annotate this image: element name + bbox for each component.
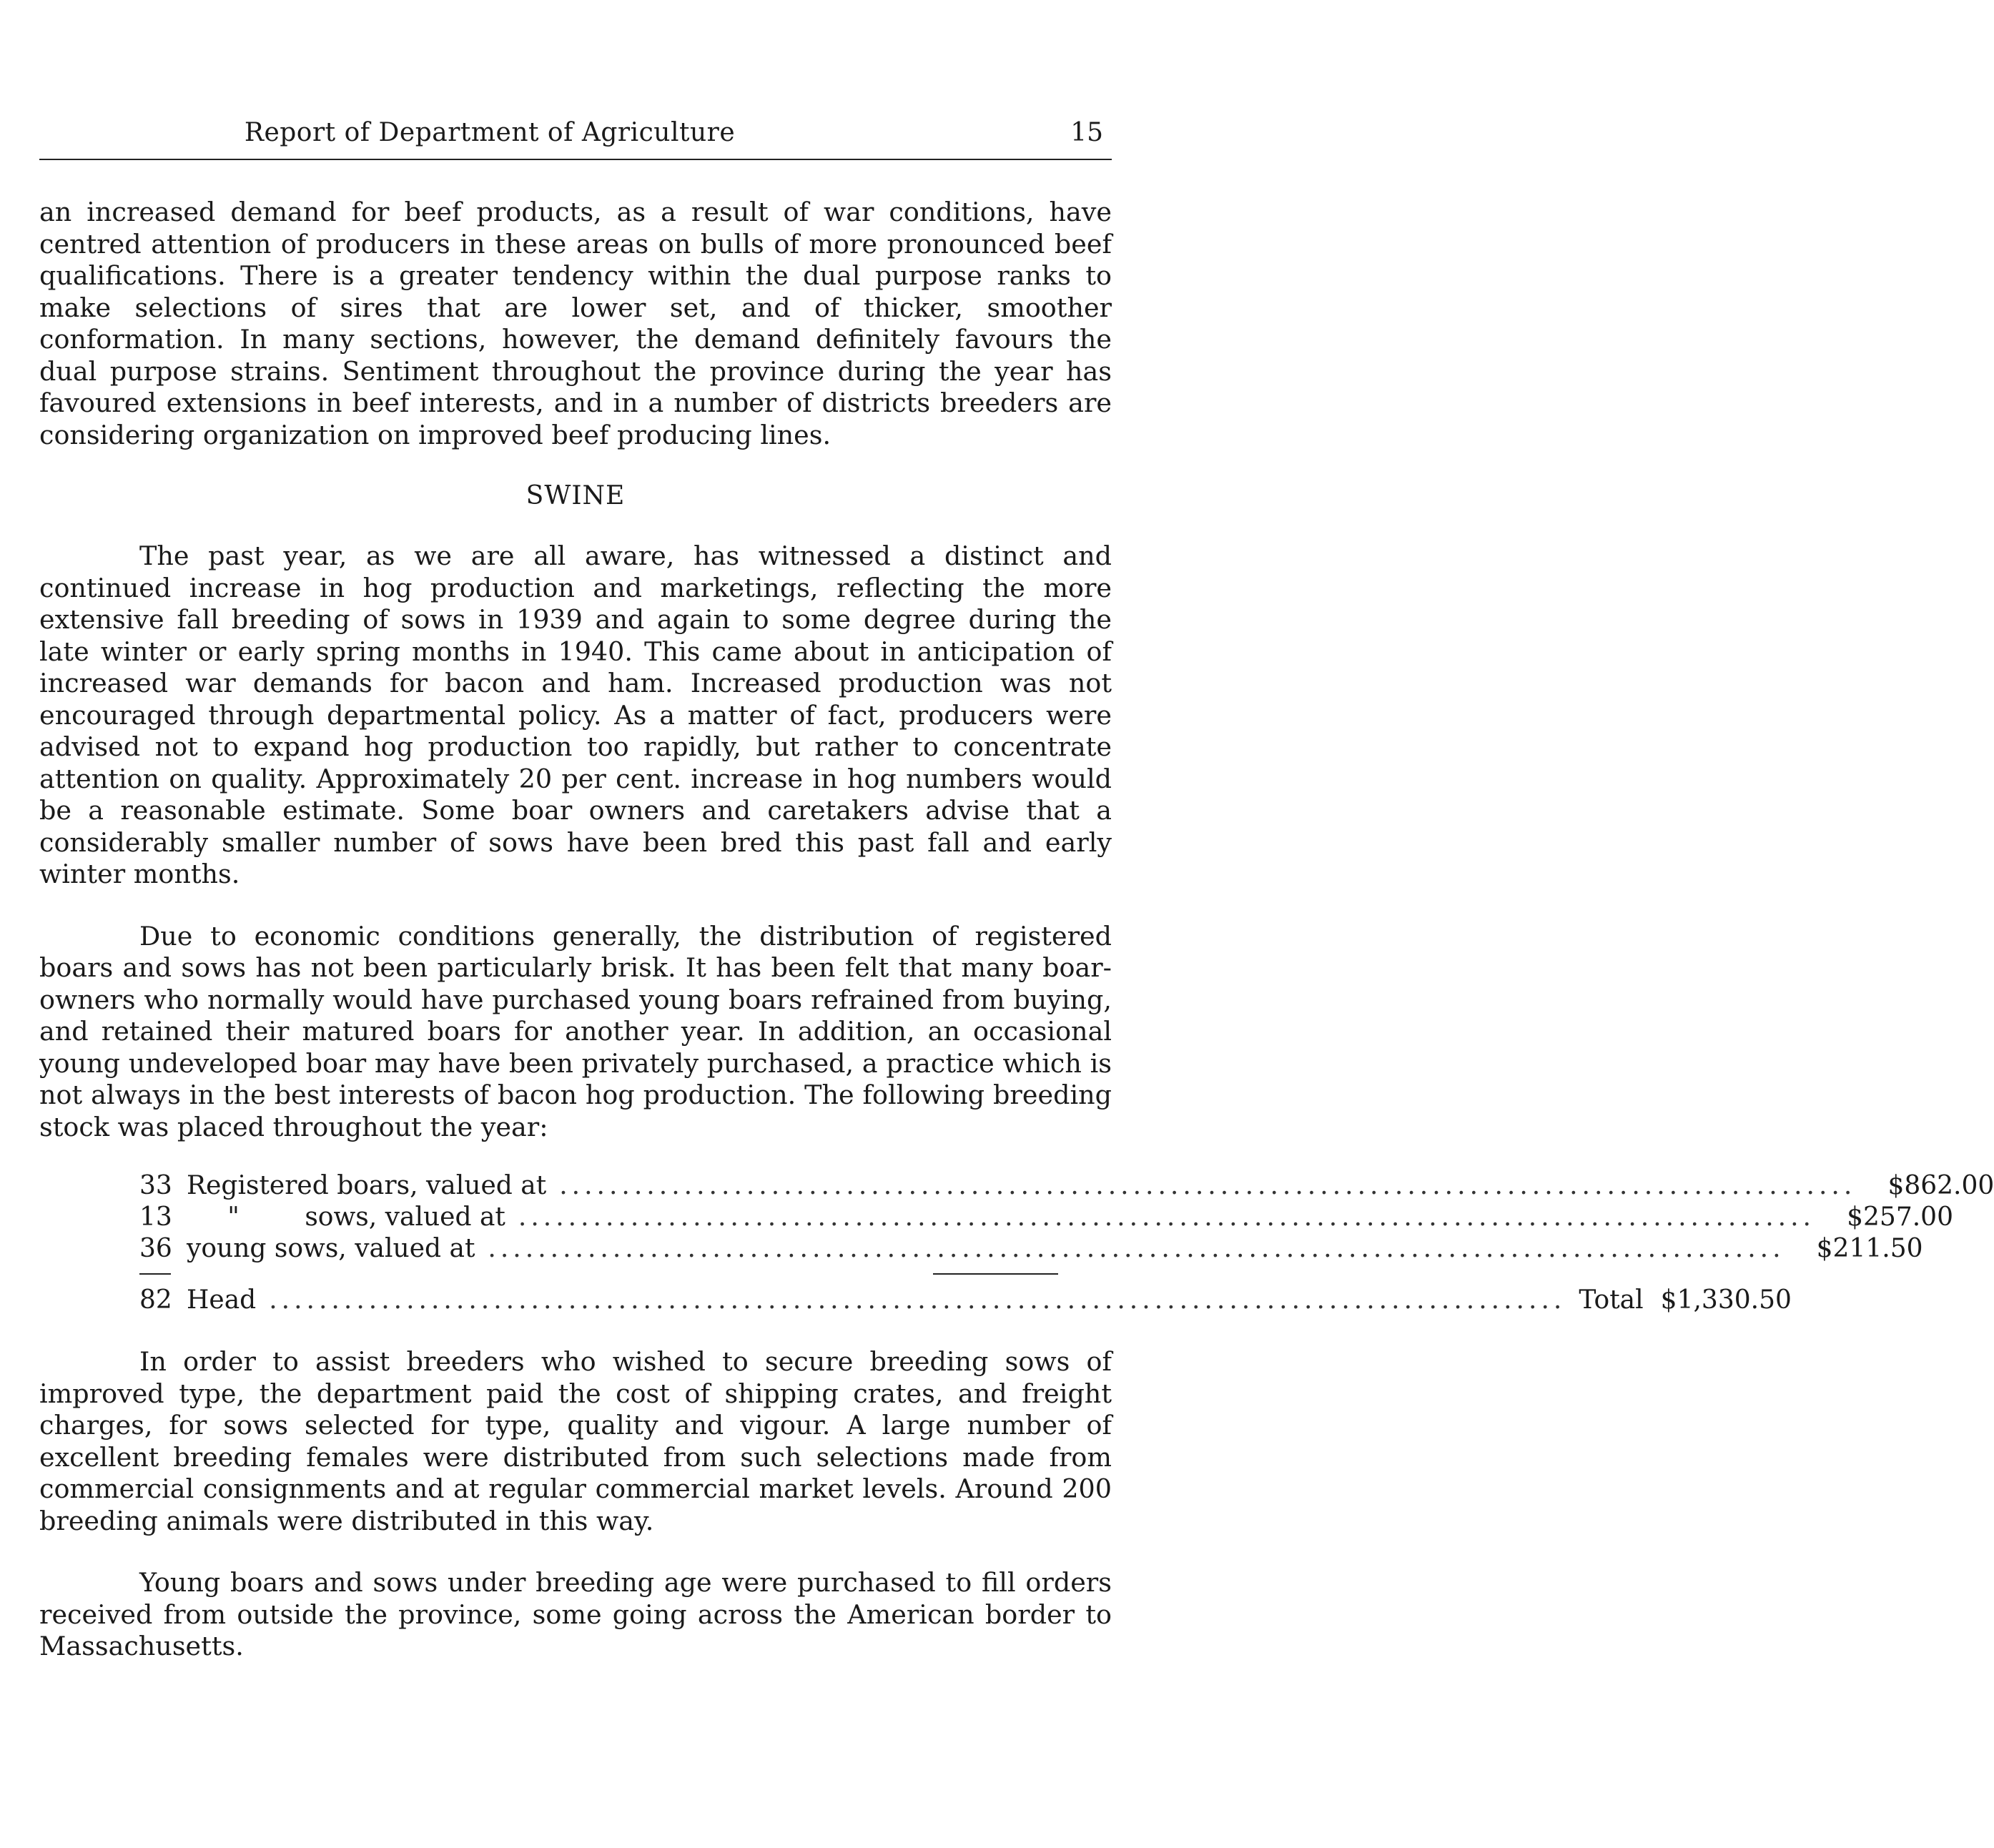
total-rules (139, 1265, 1058, 1285)
leader-dots: ........................................................................................................ (488, 1234, 1785, 1263)
amount-sum-rule (933, 1273, 1058, 1275)
row-amount: $862.00 (1887, 1171, 1994, 1200)
row-description: Registered boars, valued at (187, 1171, 547, 1200)
table-row (139, 1233, 1923, 1265)
section-heading-swine: SWINE (525, 481, 626, 510)
row-amount: $211.50 (1816, 1234, 1923, 1263)
leader-dots: ........................................................................................................ (559, 1171, 1857, 1200)
quantity-sum-rule (139, 1273, 171, 1275)
paragraph-shipping-assistance: In order to assist breeders who wished to secure breeding sows of improved type, the department paid the cost of shipping crates, and freight charges, for sows selected for type, quality and vigour. A large number of excellent breeding females were distributed from such selections made from commercial consignments and at regular commercial market levels. Around 200 breeding animals were distributed in this way. (39, 1346, 1112, 1536)
row-description: young sows, valued at (187, 1234, 475, 1263)
table-total-row (139, 1285, 1792, 1316)
breeding-stock-table (139, 1170, 1994, 1316)
table-row (139, 1202, 1953, 1233)
total-description: Head (187, 1285, 257, 1315)
total-quantity: 82 (139, 1285, 172, 1315)
total-amount: $1,330.50 (1660, 1285, 1792, 1315)
leader-dots: ........................................................................................................ (269, 1285, 1566, 1315)
row-quantity: 33 (139, 1171, 172, 1200)
leader-dots: ........................................................................................................ (518, 1202, 1815, 1232)
row-description: " sows, valued at (187, 1202, 505, 1232)
page-header (39, 118, 1112, 154)
row-quantity: 36 (139, 1234, 172, 1263)
row-amount: $257.00 (1847, 1202, 1953, 1232)
paragraph-swine-distribution: Due to economic conditions generally, the distribution of registered boars and sows has not been particularly brisk. It has been felt that many boar-owners who normally would have purchased young boars refrained from buying, and retained their matured boars for another year. In addition, an occasional young undeveloped boar may have been privately purchased, a practice which is not always in the best interests of bacon hog production. The following breeding stock was placed throughout the year: (39, 920, 1112, 1142)
header-rule (39, 159, 1112, 160)
page-body (39, 197, 1994, 1663)
running-title: Report of Department of Agriculture (244, 118, 736, 147)
table-row (139, 1170, 1994, 1202)
paragraph-outside-orders: Young boars and sows under breeding age were purchased to fill orders received from outside the province, some going across the American border to Massachusetts. (39, 1567, 1112, 1661)
paragraph-swine-production: The past year, as we are all aware, has witnessed a distinct and continued increase in hog production and marketings, reflecting the more extensive fall breeding of sows in 1939 and again to some degree during the late winter or early spring months in 1940. This came about in anticipation of increased war demands for bacon and ham. Increased production was not encouraged through departmental policy. As a matter of fact, producers were advised not to expand hog production too rapidly, but rather to concentrate attention on quality. Approximately 20 per cent. increase in hog numbers would be a reasonable estimate. Some boar owners and caretakers advise that a considerably smaller number of sows have been bred this past fall and early winter months. (39, 540, 1112, 889)
paragraph-intro: an increased demand for beef products, as a result of war conditions, have centred attention of producers in these areas on bulls of more pronounced beef qualifications. There is a greater tendency within the dual purpose ranks to make selections of sires that are lower set, and of thicker, smoother conformation. In many sections, however, the demand definitely favours the dual purpose strains. Sentiment throughout the province during the year has favoured extensions in beef interests, and in a number of districts breeders are considering organization on improved beef producing lines. (39, 197, 1112, 450)
total-label: Total (1579, 1285, 1644, 1315)
row-quantity: 13 (139, 1202, 172, 1232)
page-number: 15 (1070, 118, 1103, 147)
